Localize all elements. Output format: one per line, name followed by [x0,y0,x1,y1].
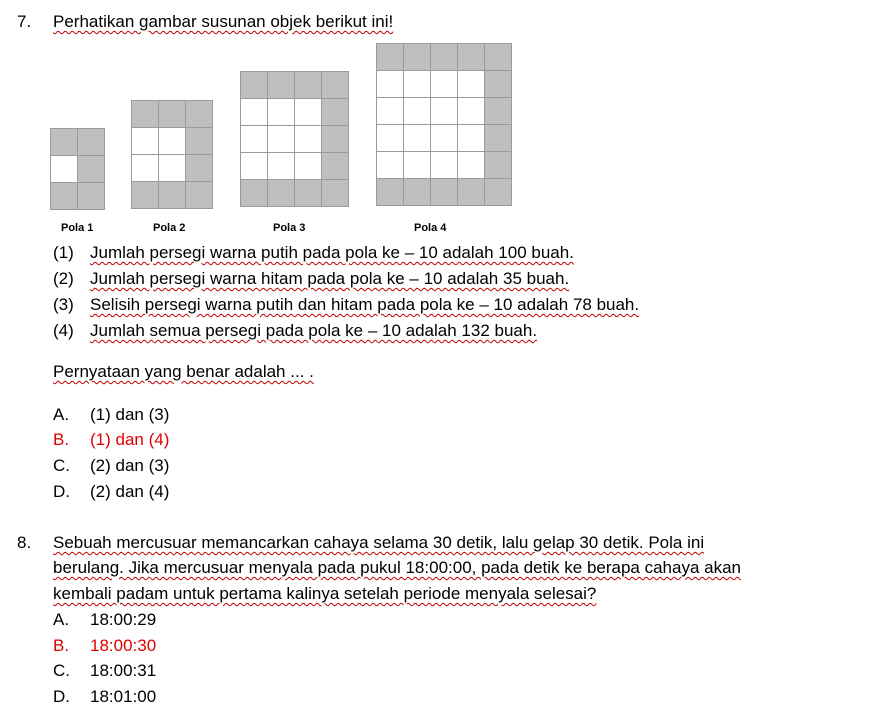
pattern-2-label: Pola 2 [153,222,186,234]
q7-option-a-letter: A. [53,405,70,424]
white-square [376,70,404,98]
q8-option-d-text: 18:01:00 [90,687,157,706]
gray-square [321,71,349,99]
white-square [403,70,431,98]
gray-square [321,152,349,180]
statement-2-text: Jumlah persegi warna hitam pada pola ke – 10 adalah 35 buah. [90,269,570,288]
gray-square [77,128,105,156]
pattern-1-label: Pola 1 [61,222,94,234]
statement-4-text: Jumlah semua persegi pada pola ke – 10 adalah 132 buah. [90,321,538,340]
q7-question: Pernyataan yang benar adalah ... . [53,362,314,381]
q7-option-c-text: (2) dan (3) [90,456,170,475]
q8-option-b-text: 18:00:30 [90,636,157,655]
gray-square [321,179,349,207]
q8-number: 8. [17,533,32,552]
gray-square [457,178,485,206]
gray-square [484,43,512,71]
q8-option-a-text: 18:00:29 [90,610,157,629]
gray-square [240,179,268,207]
white-square [430,97,458,125]
statement-4-number: (4) [53,321,74,340]
white-square [430,151,458,179]
white-square [457,70,485,98]
white-square [131,154,159,182]
q7-option-d-letter: D. [53,482,70,501]
white-square [158,127,186,155]
q7-option-b-letter: B. [53,430,70,449]
gray-square [321,125,349,153]
gray-square [484,178,512,206]
q8-option-a-letter: A. [53,610,70,629]
q8-line-2: berulang. Jika mercusuar menyala pada pukul 18:00:00, pada detik ke berapa cahaya akan [53,558,742,577]
q8-option-b-letter: B. [53,636,70,655]
statement-1-number: (1) [53,243,74,262]
gray-square [457,43,485,71]
gray-square [321,98,349,126]
pattern-2 [131,100,212,208]
pattern-3 [240,71,348,206]
gray-square [50,128,78,156]
gray-square [430,43,458,71]
white-square [267,98,295,126]
white-square [430,124,458,152]
white-square [267,125,295,153]
white-square [294,98,322,126]
q7-option-b-text: (1) dan (4) [90,430,170,449]
q7-option-d-text: (2) dan (4) [90,482,170,501]
gray-square [185,154,213,182]
white-square [403,124,431,152]
gray-square [77,182,105,210]
white-square [240,152,268,180]
q8-option-d-letter: D. [53,687,70,706]
gray-square [376,43,404,71]
statement-3-text: Selisih persegi warna putih dan hitam pada pola ke – 10 adalah 78 buah. [90,295,640,314]
q8-option-c-letter: C. [53,661,70,680]
gray-square [403,43,431,71]
gray-square [77,155,105,183]
white-square [131,127,159,155]
gray-square [185,100,213,128]
pattern-1 [50,128,104,209]
gray-square [185,127,213,155]
gray-square [430,178,458,206]
white-square [430,70,458,98]
gray-square [131,181,159,209]
white-square [457,97,485,125]
q7-option-c-letter: C. [53,456,70,475]
gray-square [403,178,431,206]
gray-square [484,70,512,98]
q8-line-1: Sebuah mercusuar memancarkan cahaya selama 30 detik, lalu gelap 30 detik. Pola ini [53,533,705,552]
q7-number: 7. [17,12,32,31]
gray-square [484,151,512,179]
pattern-figure [0,0,882,245]
white-square [457,151,485,179]
white-square [158,154,186,182]
white-square [376,97,404,125]
q8-option-c-text: 18:00:31 [90,661,157,680]
q7-prompt: Perhatikan gambar susunan objek berikut ini! [53,12,394,31]
statement-3-number: (3) [53,295,74,314]
q8-line-3: kembali padam untuk pertama kalinya setelah periode menyala selesai? [53,584,597,603]
white-square [294,152,322,180]
gray-square [267,71,295,99]
statement-1-text: Jumlah persegi warna putih pada pola ke – 10 adalah 100 buah. [90,243,574,262]
white-square [403,97,431,125]
white-square [240,98,268,126]
white-square [294,125,322,153]
gray-square [484,97,512,125]
gray-square [131,100,159,128]
gray-square [484,124,512,152]
q7-option-a-text: (1) dan (3) [90,405,170,424]
gray-square [240,71,268,99]
gray-square [294,179,322,207]
gray-square [158,100,186,128]
white-square [376,151,404,179]
white-square [376,124,404,152]
gray-square [294,71,322,99]
white-square [50,155,78,183]
gray-square [185,181,213,209]
gray-square [376,178,404,206]
statement-2-number: (2) [53,269,74,288]
white-square [403,151,431,179]
white-square [267,152,295,180]
gray-square [267,179,295,207]
gray-square [50,182,78,210]
pattern-3-label: Pola 3 [273,222,306,234]
pattern-4 [376,43,511,205]
gray-square [158,181,186,209]
white-square [240,125,268,153]
white-square [457,124,485,152]
pattern-4-label: Pola 4 [414,222,447,234]
